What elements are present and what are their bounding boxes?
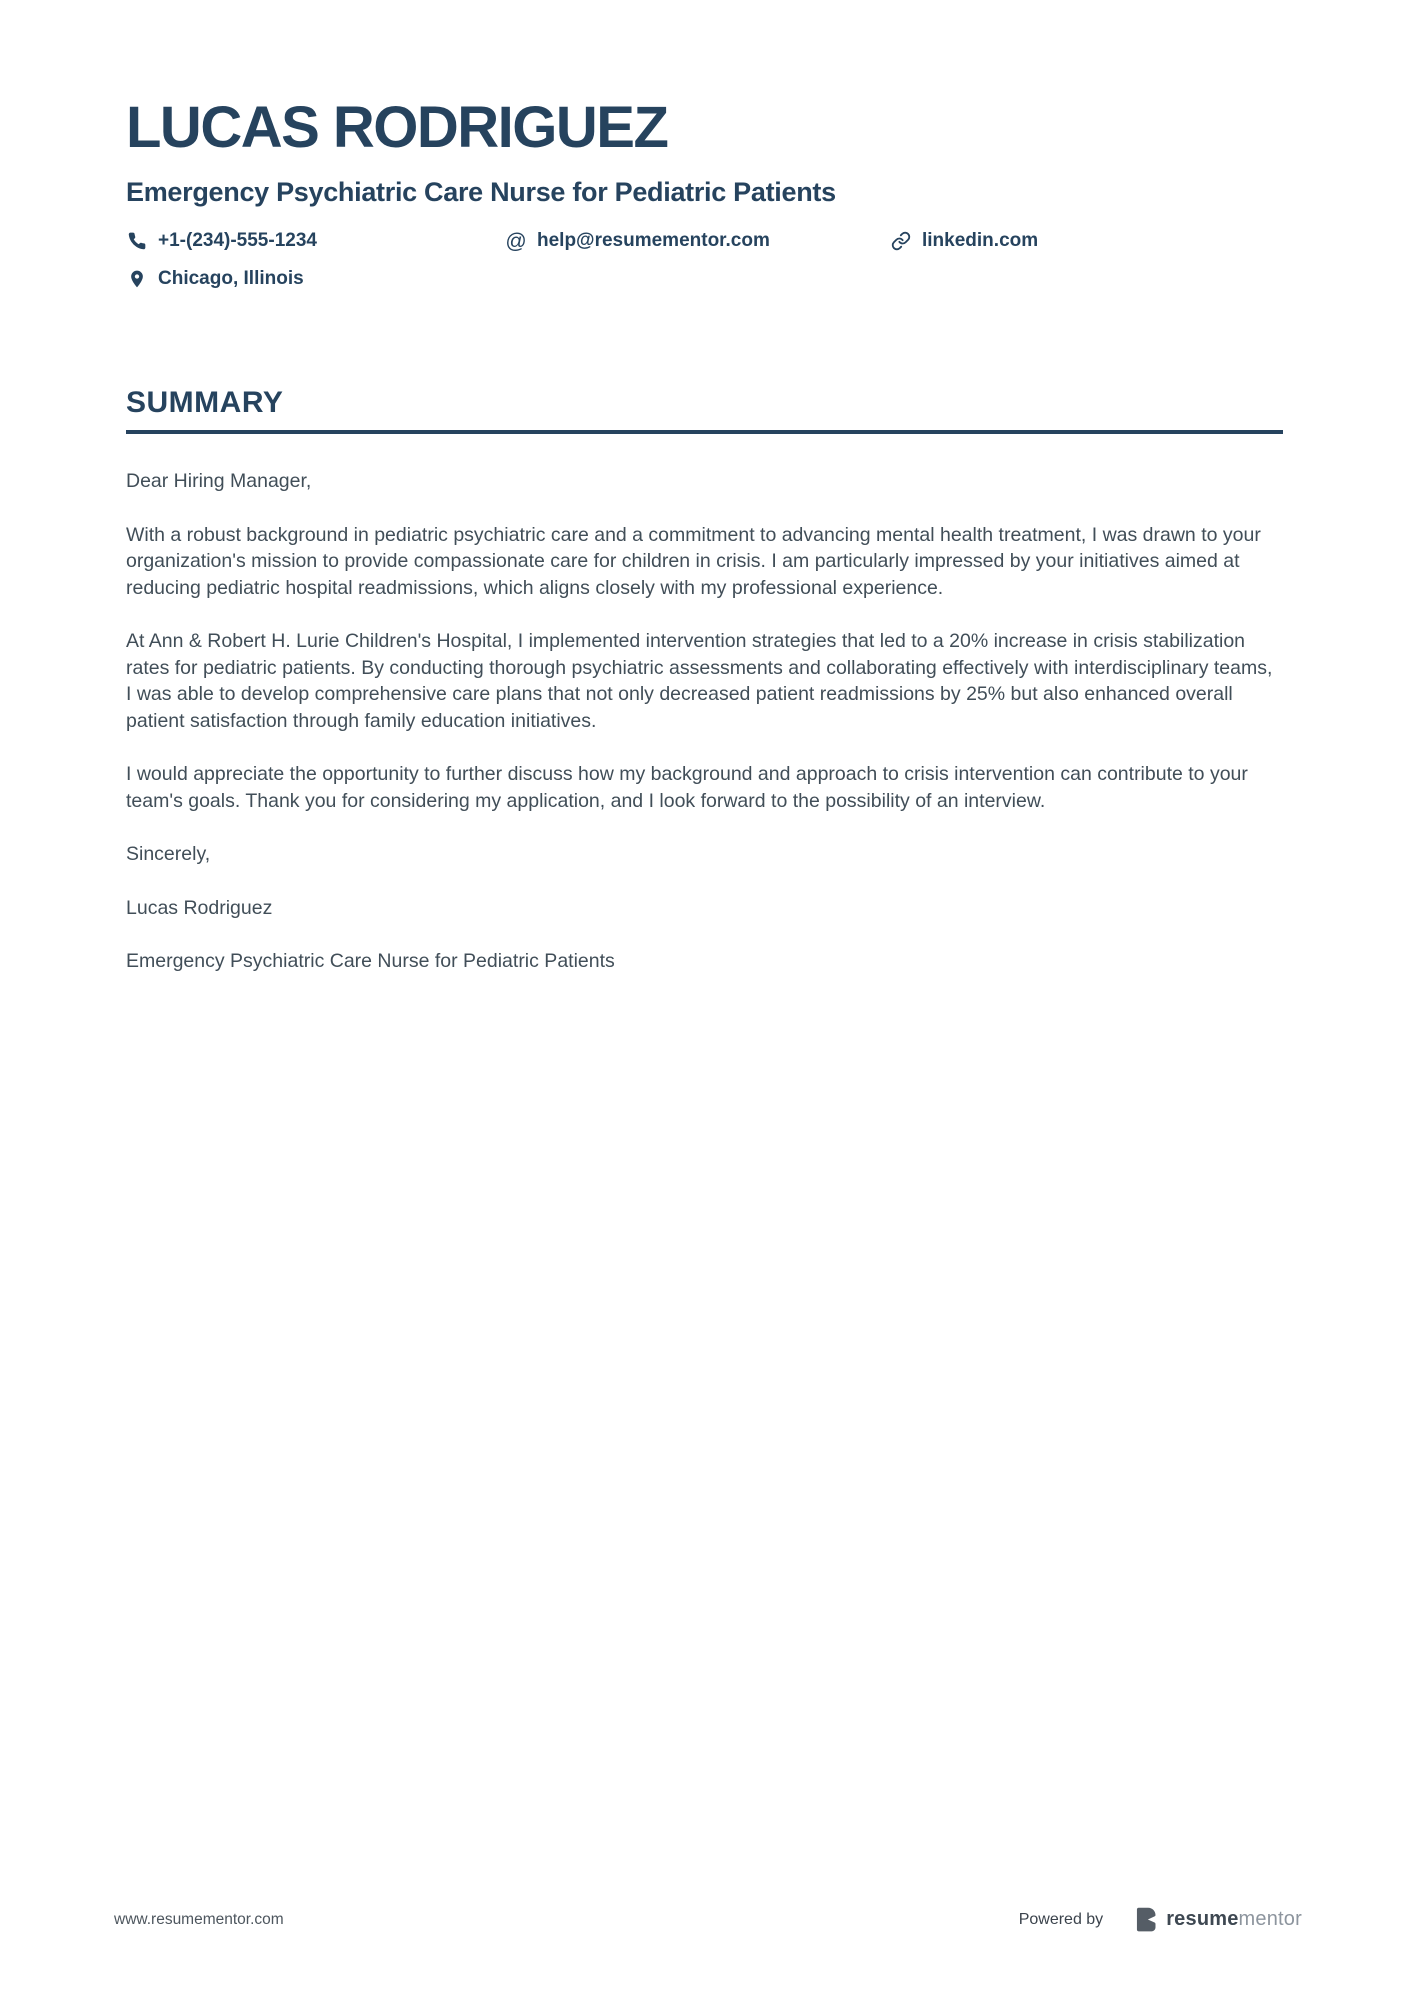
- paragraph: With a robust background in pediatric psychiatric care and a commitment to advancing mental health treatment, I was drawn to your organization's mission to provide compassionate care for children in crisis. I am particularly impressed by your initiatives aimed at reducing pediatric hospital readmissions, which aligns closely with my professional experience.: [126, 523, 1261, 599]
- paragraph: At Ann & Robert H. Lurie Children's Hospital, I implemented intervention strategies that led to a 20% increase in crisis stabilization rates for pediatric patients. By conducting thorough psychiatric assessments and collaborating effectively with interdisciplinary teams, I was able to develop comprehensive care plans that not only decreased patient readmissions by 25% but also enhanced overall patient satisfaction through family education initiatives.: [126, 630, 1273, 732]
- brand-resume: resume: [1166, 1908, 1239, 1930]
- paragraph: I would appreciate the opportunity to further discuss how my background and approach to crisis intervention can contribute to your team's goals. Thank you for considering my application, and I look forward to the possibility of an interview.: [126, 763, 1248, 812]
- footer-site-link[interactable]: www.resumementor.com: [114, 1910, 284, 1928]
- location-pin-icon: [126, 268, 148, 290]
- signature-name: Lucas Rodriguez: [126, 896, 273, 919]
- at-icon: @: [505, 229, 527, 253]
- letter-content: [0, 0, 1410, 975]
- page-footer: [0, 1906, 1410, 1933]
- linkedin-url[interactable]: linkedin.com: [922, 230, 1039, 252]
- resumementor-wordmark: [1166, 1908, 1302, 1931]
- resumementor-logo[interactable]: [1133, 1906, 1302, 1933]
- summary-section: [126, 386, 1283, 975]
- letter-header: [126, 96, 1283, 290]
- link-icon: [890, 230, 912, 252]
- resumementor-logo-icon: [1133, 1906, 1160, 1933]
- phone-contact: [126, 230, 505, 252]
- salutation: Dear Hiring Manager,: [126, 470, 312, 493]
- letter-body: [126, 468, 1283, 975]
- phone-number: +1-(234)-555-1234: [158, 230, 317, 252]
- email-contact: [505, 230, 890, 252]
- location-contact: [126, 268, 505, 290]
- summary-heading: SUMMARY: [126, 386, 1283, 434]
- powered-by-label: Powered by: [1018, 1910, 1104, 1928]
- signature-title: Emergency Psychiatric Care Nurse for Pediatric Patients: [126, 950, 615, 973]
- email-address: help@resumementor.com: [537, 230, 770, 252]
- signoff: Sincerely,: [126, 843, 211, 866]
- brand-mentor: mentor: [1238, 1908, 1302, 1930]
- powered-by-block: [1019, 1906, 1302, 1933]
- contact-info: [126, 230, 1283, 290]
- location-text: Chicago, Illinois: [158, 268, 304, 290]
- linkedin-contact: [890, 230, 1283, 252]
- phone-icon: [126, 230, 148, 252]
- person-name: LUCAS RODRIGUEZ: [126, 95, 668, 160]
- job-title: Emergency Psychiatric Care Nurse for Pediatric Patients: [126, 176, 836, 207]
